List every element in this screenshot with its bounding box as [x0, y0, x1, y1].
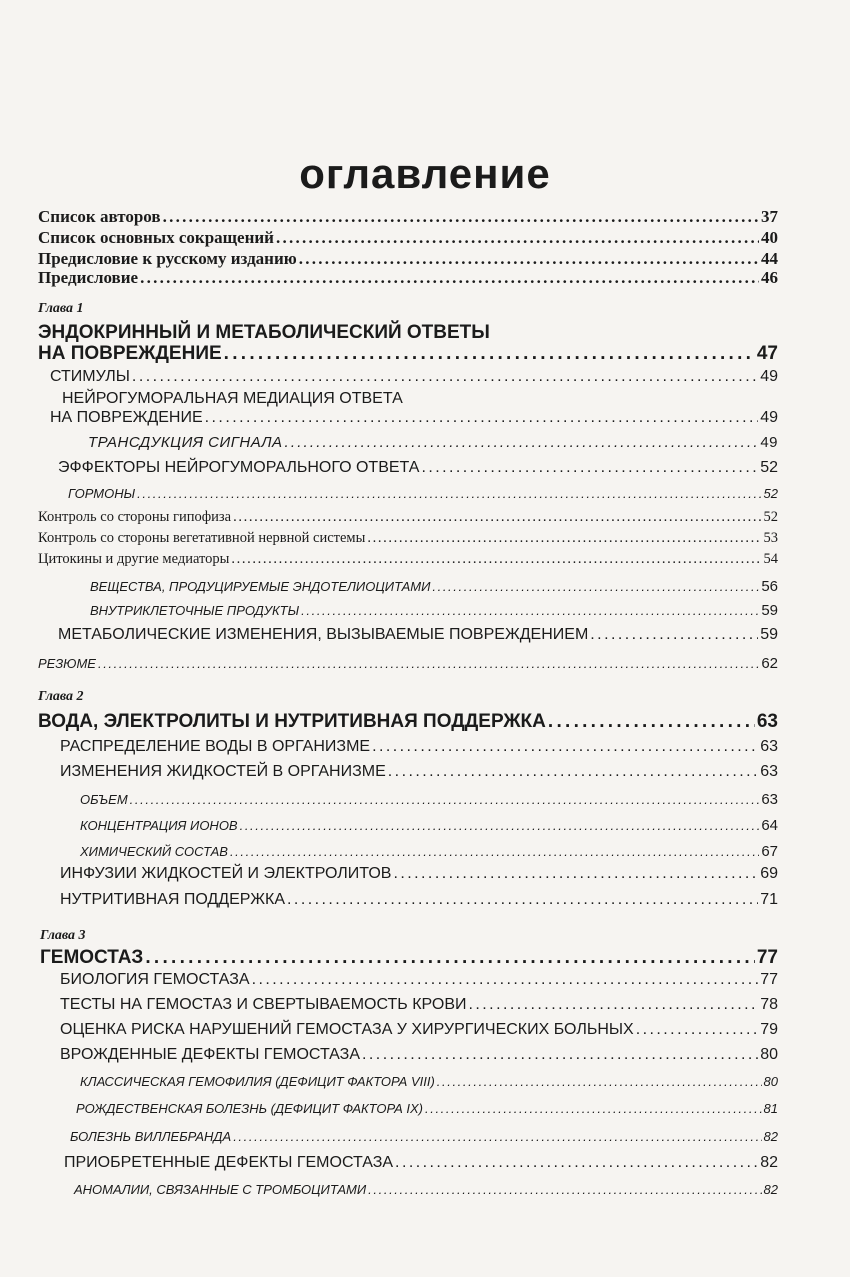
entry-page: 62 [761, 655, 778, 672]
leader-dots [252, 971, 759, 989]
toc-entry[interactable] [80, 843, 778, 860]
entry-page: 37 [761, 207, 778, 226]
entry-page: 63 [760, 763, 778, 780]
entry-label-line1: НЕЙРОГУМОРАЛЬНАЯ МЕДИАЦИЯ ОТВЕТА [62, 390, 403, 407]
leader-dots [367, 530, 761, 547]
leader-dots [230, 844, 759, 859]
entry-page: 67 [761, 843, 778, 860]
entry-page: 69 [760, 865, 778, 882]
entry-label: Контроль со стороны вегетативной нервной системы [38, 530, 366, 546]
toc-entry[interactable] [60, 996, 778, 1014]
leader-dots [287, 891, 758, 909]
toc-entry-authors[interactable] [38, 207, 778, 227]
toc-entry[interactable] [38, 509, 778, 526]
entry-label: Предисловие к русскому изданию [38, 249, 297, 268]
chapter-label: Глава 3 [40, 928, 86, 943]
entry-label: НУТРИТИВНАЯ ПОДДЕРЖКА [60, 891, 286, 908]
entry-label: ВЕЩЕСТВА, ПРОДУЦИРУЕМЫЕ ЭНДОТЕЛИОЦИТАМИ [90, 579, 431, 594]
entry-page: 49 [760, 409, 778, 426]
entry-page: 77 [756, 947, 778, 968]
toc-entry[interactable] [76, 1101, 778, 1116]
toc-entry[interactable] [90, 578, 778, 595]
chapter-title: ЭНДОКРИННЫЙ И МЕТАБОЛИЧЕСКИЙ ОТВЕТЫ [38, 322, 490, 343]
leader-dots [140, 268, 759, 288]
entry-label: Контроль со стороны гипофиза [38, 509, 232, 525]
leader-dots [548, 711, 755, 733]
entry-page: 49 [760, 434, 778, 451]
leader-dots [130, 792, 760, 807]
leader-dots [137, 486, 761, 501]
entry-page: 80 [763, 1074, 778, 1089]
entry-page: 47 [756, 343, 778, 364]
toc-entry-preface-russian[interactable] [38, 249, 778, 269]
toc-entry[interactable] [74, 1182, 778, 1197]
toc-entry-abbreviations[interactable] [38, 228, 778, 248]
leader-dots [362, 1046, 758, 1064]
leader-dots [233, 1129, 761, 1144]
leader-dots [276, 228, 759, 248]
entry-label: Список основных сокращений [38, 228, 274, 247]
entry-page: 52 [763, 486, 778, 501]
leader-dots [98, 656, 759, 671]
leader-dots [231, 551, 761, 568]
entry-page: 81 [763, 1101, 778, 1116]
entry-page: 82 [763, 1129, 778, 1144]
toc-entry[interactable] [58, 459, 778, 477]
toc-entry[interactable] [50, 368, 778, 386]
leader-dots [163, 207, 759, 227]
chapter-title: ГЕМОСТАЗ [40, 947, 144, 968]
entry-page: 56 [761, 578, 778, 595]
entry-page: 64 [761, 817, 778, 834]
leader-dots [469, 996, 759, 1014]
entry-page: 80 [760, 1046, 778, 1063]
leader-dots [299, 249, 759, 269]
toc-entry[interactable] [60, 865, 778, 883]
entry-label: ИЗМЕНЕНИЯ ЖИДКОСТЕЙ В ОРГАНИЗМЕ [60, 763, 386, 780]
toc-entry[interactable] [68, 486, 778, 501]
toc-entry[interactable] [38, 655, 778, 672]
toc-entry[interactable] [60, 891, 778, 909]
toc-entry[interactable] [60, 1021, 778, 1039]
entry-label: СТИМУЛЫ [50, 368, 130, 385]
toc-entry[interactable] [38, 551, 778, 568]
leader-dots [285, 434, 759, 451]
entry-page: 71 [760, 891, 778, 908]
leader-dots [233, 509, 761, 526]
leader-dots [590, 626, 758, 644]
entry-page: 79 [760, 1021, 778, 1038]
toc-entry[interactable] [60, 1046, 778, 1064]
leader-dots [425, 1101, 762, 1116]
leader-dots [205, 409, 759, 427]
entry-page: 63 [760, 738, 778, 755]
entry-label: Список авторов [38, 207, 161, 226]
entry-page: 77 [760, 971, 778, 988]
toc-chapter-1[interactable] [38, 343, 778, 365]
leader-dots [437, 1074, 762, 1089]
entry-page: 82 [760, 1154, 778, 1171]
page-title: оглавление [299, 150, 551, 197]
entry-label: КОНЦЕНТРАЦИЯ ИОНОВ [80, 818, 238, 833]
entry-page: 59 [760, 626, 778, 643]
entry-page: 44 [761, 249, 778, 268]
toc-chapter-2[interactable] [38, 711, 778, 733]
entry-label: ХИМИЧЕСКИЙ СОСТАВ [80, 844, 228, 859]
toc-entry[interactable] [38, 530, 778, 547]
toc-entry[interactable] [80, 1074, 778, 1089]
leader-dots [240, 818, 760, 833]
entry-page: 78 [760, 996, 778, 1013]
toc-entry[interactable] [60, 738, 778, 756]
chapter-label: Глава 2 [38, 689, 84, 704]
entry-page: 63 [756, 711, 778, 732]
leader-dots [393, 865, 758, 883]
leader-dots [132, 368, 758, 386]
toc-entry[interactable] [80, 817, 778, 834]
entry-page: 59 [761, 602, 778, 619]
entry-label: РЕЗЮМЕ [38, 656, 96, 671]
entry-label: РАСПРЕДЕЛЕНИЕ ВОДЫ В ОРГАНИЗМЕ [60, 738, 371, 755]
toc-entry[interactable] [60, 763, 778, 781]
leader-dots [421, 459, 758, 477]
chapter-title: ВОДА, ЭЛЕКТРОЛИТЫ И НУТРИТИВНАЯ ПОДДЕРЖКА [38, 711, 546, 732]
toc-entry[interactable] [70, 1129, 778, 1144]
entry-label: ТЕСТЫ НА ГЕМОСТАЗ И СВЕРТЫВАЕМОСТЬ КРОВИ [60, 996, 467, 1013]
entry-label: ЭФФЕКТОРЫ НЕЙРОГУМОРАЛЬНОГО ОТВЕТА [58, 459, 420, 476]
entry-label: ВНУТРИКЛЕТОЧНЫЕ ПРОДУКТЫ [90, 603, 300, 618]
toc-entry[interactable] [60, 971, 778, 989]
toc-entry[interactable] [88, 434, 778, 451]
entry-label: ОБЪЕМ [80, 792, 128, 807]
entry-label: ТРАНСДУКЦИЯ СИГНАЛА [88, 434, 283, 451]
toc-entry-preface[interactable] [38, 268, 778, 288]
entry-label: ИНФУЗИИ ЖИДКОСТЕЙ И ЭЛЕКТРОЛИТОВ [60, 865, 392, 882]
toc-chapter-3[interactable] [40, 947, 778, 969]
chapter-label: Глава 1 [38, 301, 84, 316]
leader-dots [388, 763, 758, 781]
entry-page: 46 [761, 268, 778, 287]
entry-label: ПРИОБРЕТЕННЫЕ ДЕФЕКТЫ ГЕМОСТАЗА [64, 1154, 394, 1171]
entry-page: 82 [763, 1182, 778, 1197]
entry-page: 49 [760, 368, 778, 385]
entry-label: РОЖДЕСТВЕНСКАЯ БОЛЕЗНЬ (ДЕФИЦИТ ФАКТОРА IX) [76, 1101, 423, 1116]
toc-entry[interactable] [90, 602, 778, 619]
leader-dots [395, 1154, 758, 1172]
entry-page: 40 [761, 228, 778, 247]
entry-label: АНОМАЛИИ, СВЯЗАННЫЕ С ТРОМБОЦИТАМИ [74, 1182, 367, 1197]
leader-dots [301, 603, 759, 618]
entry-label: ГОРМОНЫ [68, 486, 136, 501]
entry-label: КЛАССИЧЕСКАЯ ГЕМОФИЛИЯ (ДЕФИЦИТ ФАКТОРА VIII) [80, 1074, 435, 1089]
entry-label: БИОЛОГИЯ ГЕМОСТАЗА [60, 971, 250, 988]
leader-dots [372, 738, 758, 756]
entry-label: НА ПОВРЕЖДЕНИЕ [50, 409, 203, 426]
entry-label: ОЦЕНКА РИСКА НАРУШЕНИЙ ГЕМОСТАЗА У ХИРУРГИЧЕСКИХ БОЛЬНЫХ [60, 1021, 634, 1038]
entry-page: 54 [763, 551, 778, 567]
leader-dots [224, 343, 755, 365]
entry-page: 52 [763, 509, 778, 525]
toc-entry[interactable] [80, 791, 778, 808]
entry-page: 63 [761, 791, 778, 808]
leader-dots [432, 579, 759, 594]
entry-label: БОЛЕЗНЬ ВИЛЛЕБРАНДА [70, 1129, 232, 1144]
leader-dots [368, 1182, 761, 1197]
leader-dots [145, 947, 755, 969]
toc-entry[interactable] [58, 626, 778, 644]
entry-label: МЕТАБОЛИЧЕСКИЕ ИЗМЕНЕНИЯ, ВЫЗЫВАЕМЫЕ ПОВРЕЖДЕНИЕМ [58, 626, 589, 643]
leader-dots [636, 1021, 758, 1039]
entry-label: Цитокины и другие медиаторы [38, 551, 230, 567]
entry-page: 53 [763, 530, 778, 546]
toc-entry[interactable] [50, 409, 778, 427]
entry-label: Предисловие [38, 268, 139, 287]
entry-label: ВРОЖДЕННЫЕ ДЕФЕКТЫ ГЕМОСТАЗА [60, 1046, 361, 1063]
toc-entry[interactable] [64, 1154, 778, 1172]
chapter-title-cont: НА ПОВРЕЖДЕНИЕ [38, 343, 222, 364]
entry-page: 52 [760, 459, 778, 476]
